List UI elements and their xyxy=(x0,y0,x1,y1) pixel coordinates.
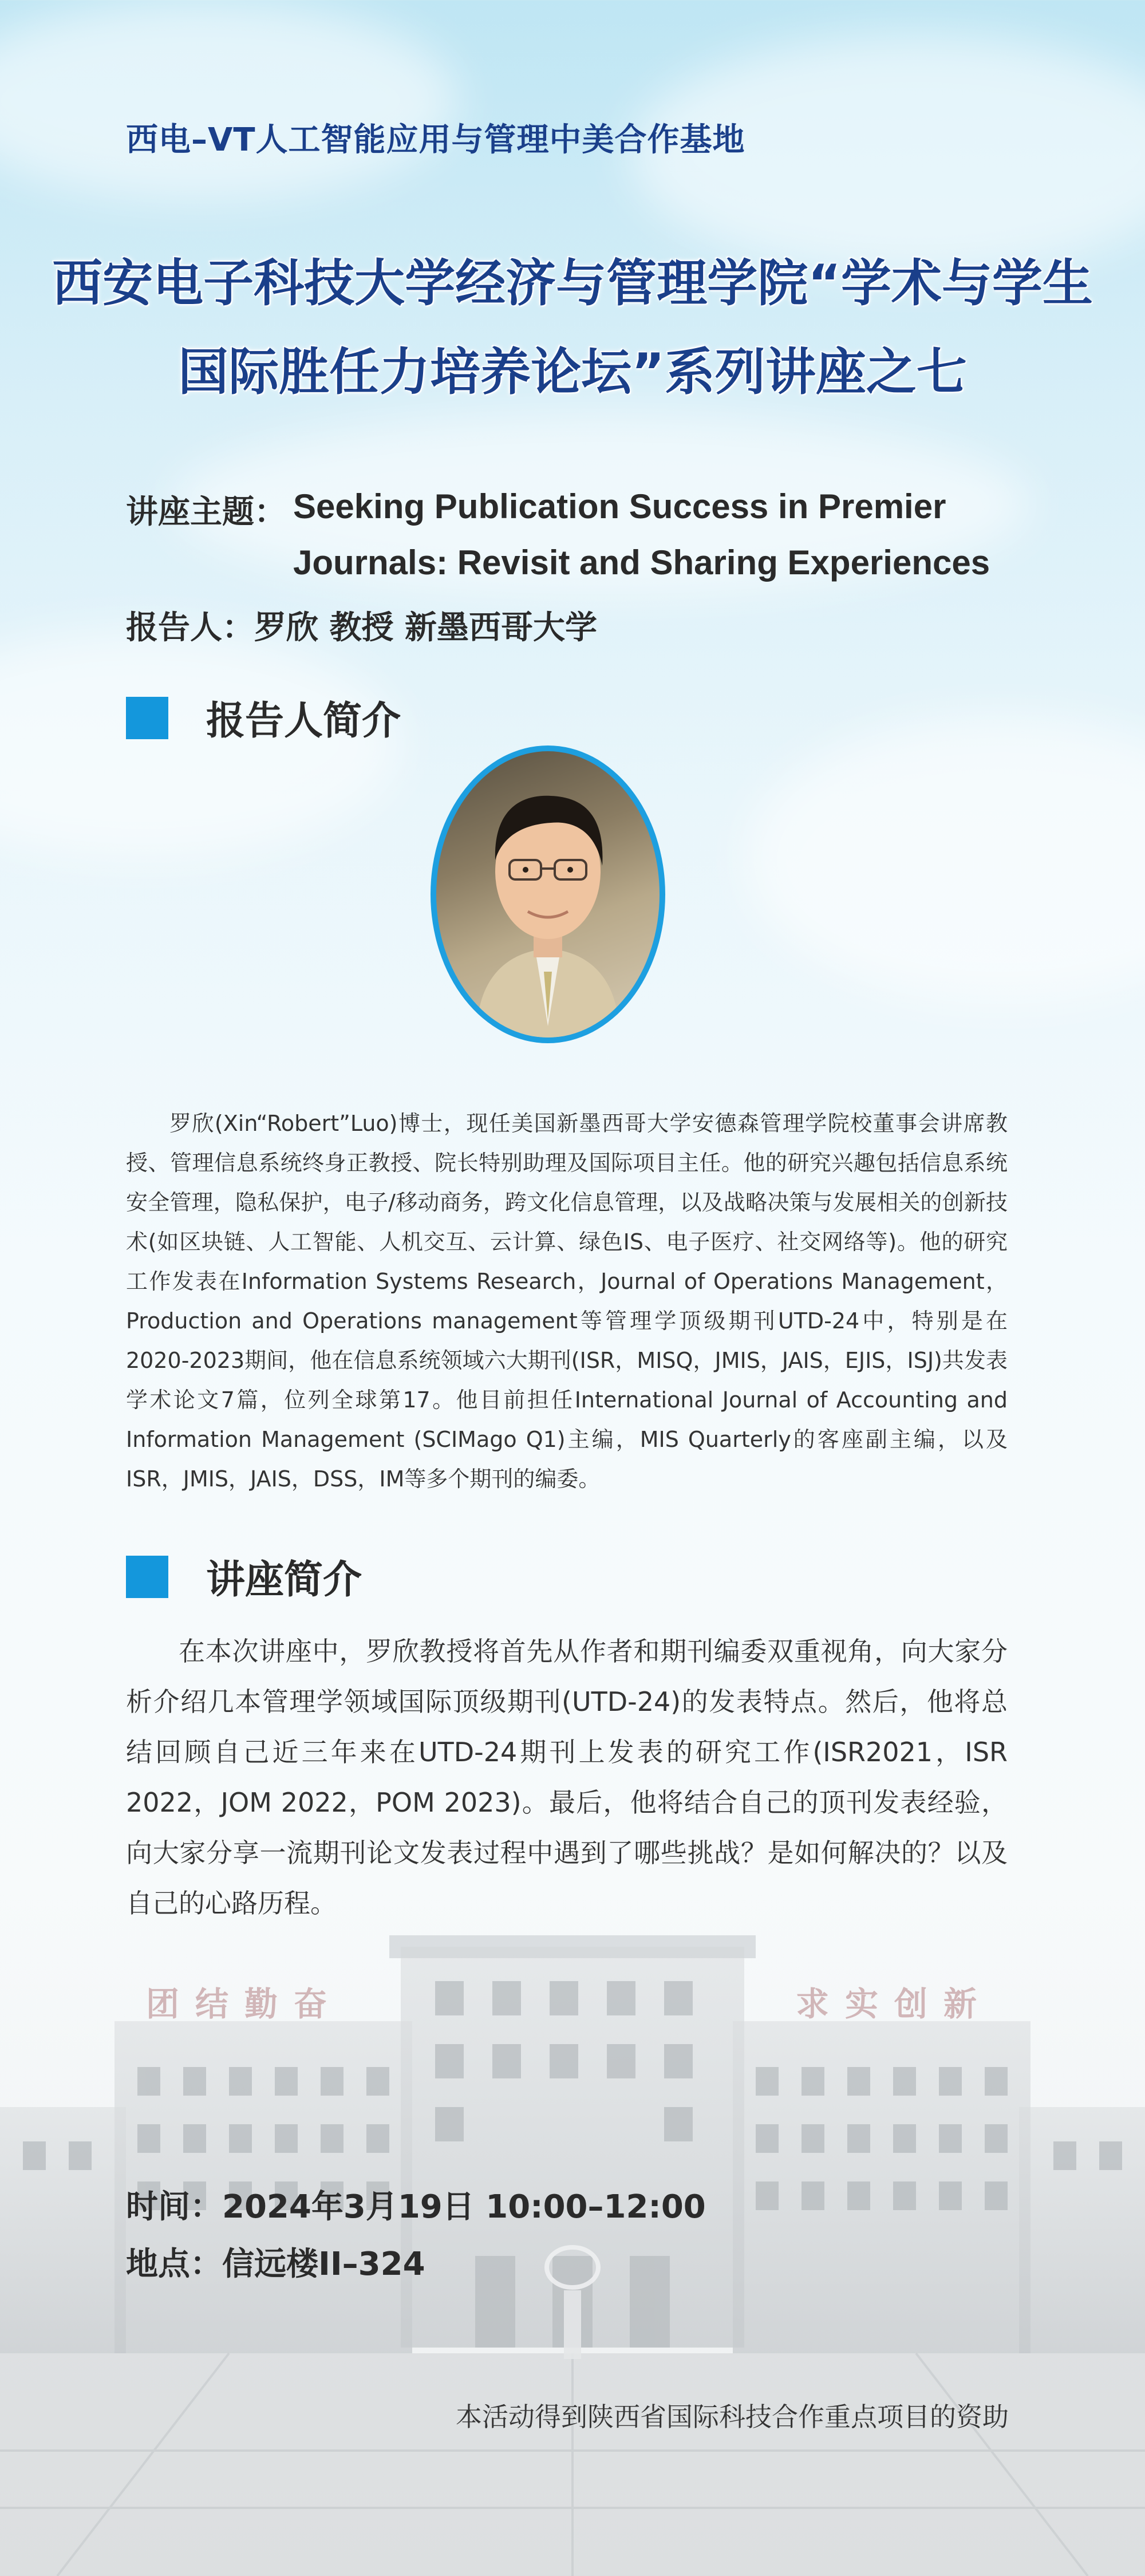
page-title-line1: 西安电子科技大学经济与管理学院“学术与学生 xyxy=(52,254,1093,313)
topic-label: 讲座主题： xyxy=(126,494,286,531)
building-slogan-left: 团结勤奋 xyxy=(146,1985,344,2023)
event-time: 时间：2024年3月19日 10:00–12:00 xyxy=(126,2188,706,2226)
section-marker-square xyxy=(126,1556,168,1598)
lecture-description-paragraph: 在本次讲座中，罗欣教授将首先从作者和期刊编委双重视角，向大家分析介绍几本管理学领域国际顶级期刊(UTD-24)的发表特点。然后，他将总结回顾自己近三年来在UTD-24期刊上发表的研究工作(ISR2021，ISR 2022，JOM 2022，POM 2023)。最后，他将结合自己的顶刊发表经验，向大家分享一流期刊论文发表过程中遇到了哪些挑战？是如何解决的？以及自己的心路历程。 xyxy=(126,1636,1008,1919)
event-location: 地点：信远楼II–324 xyxy=(126,2246,425,2283)
sponsor-note: 本活动得到陕西省国际科技合作重点项目的资助 xyxy=(456,2401,1009,2432)
speaker-photo-frame xyxy=(431,745,665,1043)
organization-label: 西电–VT人工智能应用与管理中美合作基地 xyxy=(126,121,745,159)
page-title-line2: 国际胜任力培养论坛”系列讲座之七 xyxy=(178,342,967,401)
section-heading-lecture xyxy=(126,1549,362,1604)
topic-title-line1: Seeking Publication Success in Premier xyxy=(293,487,946,526)
speaker-line: 报告人：罗欣 教授 新墨西哥大学 xyxy=(126,609,597,646)
section-marker-square xyxy=(126,697,168,739)
section-heading-speaker xyxy=(126,690,401,745)
speaker-photo xyxy=(436,751,660,1037)
section-heading-text: 报告人简介 xyxy=(206,699,401,744)
topic-title-line2: Journals: Revisit and Sharing Experiences xyxy=(293,543,990,582)
cloud-decoration xyxy=(0,0,458,200)
building-slogan-right: 求实创新 xyxy=(796,1985,993,2023)
section-heading-text: 讲座简介 xyxy=(206,1557,362,1603)
speaker-bio-paragraph: 罗欣(Xin“Robert”Luo)博士，现任美国新墨西哥大学安德森管理学院校董事会讲席教授、管理信息系统终身正教授、院长特别助理及国际项目主任。他的研究兴趣包括信息系统安全管理，隐私保护，电子/移动商务，跨文化信息管理，以及战略决策与发展相关的创新技术(如区块链、人工智能、人机交互、云计算、绿色IS、电子医疗、社交网络等)。他的研究工作发表在Information Systems Research，Journal of Operations Management，Production and Operations management等管理学顶级期刊UTD-24中，特别是在2020-2023期间，他在信息系统领域六大期刊(ISR，MISQ，JMIS，JAIS，EJIS，ISJ)共发表学术论文7篇，位列全球第17。他目前担任International Journal of Accounting and Information Management (SCIMago Q1)主编，MIS Quarterly的客座副主编，以及ISR，JMIS，JAIS，DSS，IM等多个期刊的编委。 xyxy=(126,1111,1008,1492)
cloud-decoration xyxy=(744,716,1145,1002)
